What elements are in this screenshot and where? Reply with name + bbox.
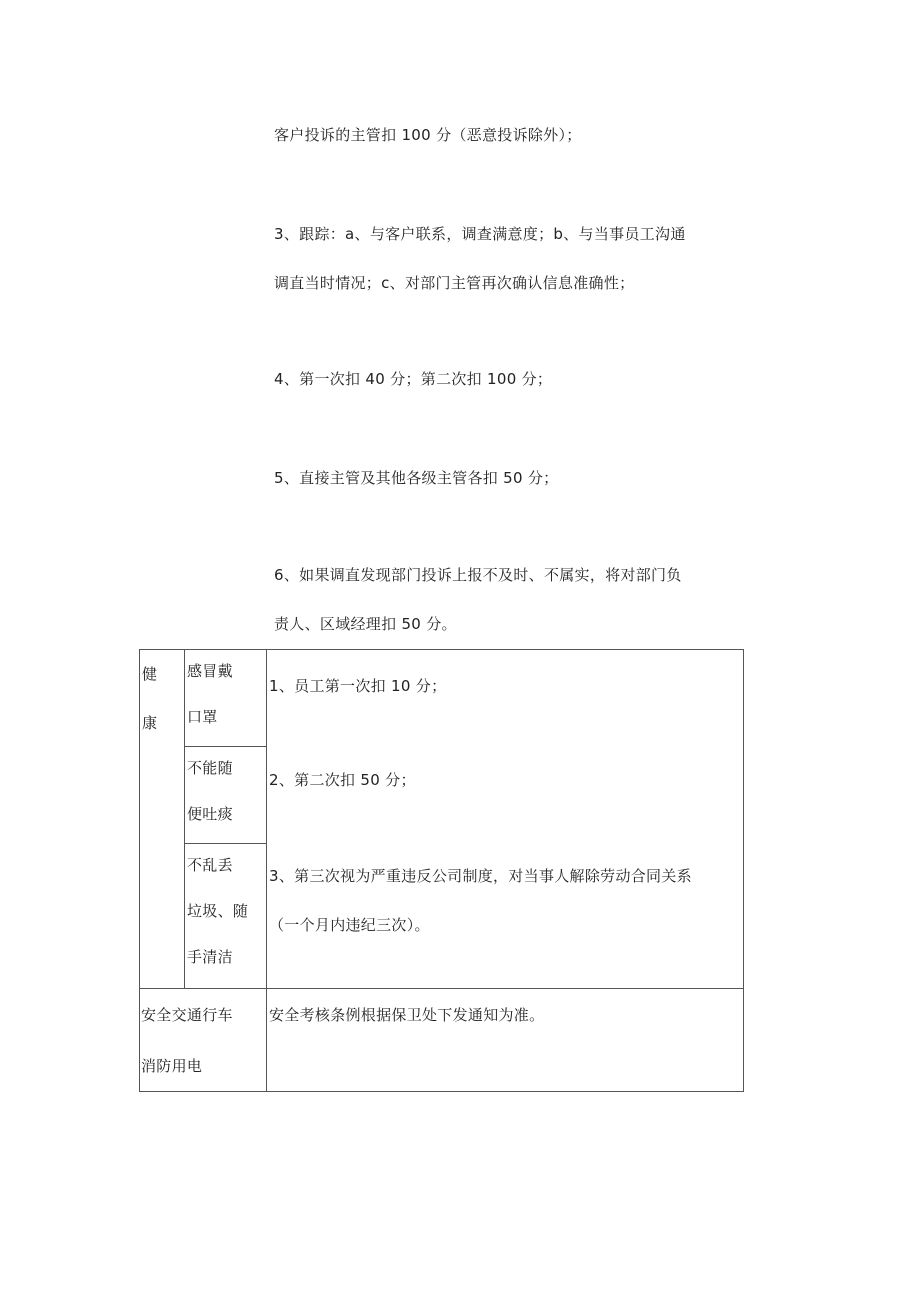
category-label: 消防用电	[141, 1057, 203, 1075]
paragraph-line: 调直当时情况；c、对部门主管再次确认信息准确性；	[274, 274, 635, 292]
item-label: 感冒戴	[187, 662, 233, 680]
item-label: 不能随	[187, 759, 233, 777]
rule-line: 2、第二次扣 50 分；	[269, 771, 416, 789]
paragraph-line: 3、跟踪：a、与客户联系，调查满意度；b、与当事员工沟通	[274, 225, 686, 243]
item-label: 便吐痰	[187, 805, 233, 823]
item-cell-litter	[185, 844, 267, 989]
paragraph-report-deduction	[274, 551, 744, 649]
category-label: 康	[142, 714, 158, 732]
paragraph-line: 6、如果调直发现部门投诉上报不及时、不属实，将对部门负	[274, 566, 682, 584]
paragraph-manager-deduction	[274, 454, 744, 503]
item-cell-spitting	[185, 747, 267, 844]
paragraph-text: 4、第一次扣 40 分；第二次扣 100 分；	[274, 370, 553, 388]
category-label: 健	[142, 665, 158, 683]
rule-line: 1、员工第一次扣 10 分；	[269, 677, 447, 695]
item-cell-mask	[185, 650, 267, 747]
paragraph-text: 5、直接主管及其他各级主管各扣 50 分；	[274, 469, 559, 487]
category-cell-health	[140, 650, 185, 989]
paragraph-line: 责人、区域经理扣 50 分。	[274, 615, 457, 633]
paragraph-supervisor-deduction	[274, 111, 744, 160]
rules-table	[139, 649, 744, 1092]
item-label: 垃圾、随	[187, 902, 249, 920]
item-label: 手清洁	[187, 948, 233, 966]
category-cell-safety	[140, 989, 267, 1092]
paragraph-follow-up	[274, 210, 744, 308]
rule-line-3	[269, 852, 739, 950]
table-row	[140, 650, 744, 747]
category-label: 安全交通行车	[141, 1006, 233, 1024]
rule-line-text: 3、第三次视为严重违反公司制度，对当事人解除劳动合同关系	[269, 867, 692, 885]
paragraph-text: 客户投诉的主管扣 100 分（恶意投诉除外）；	[274, 126, 582, 144]
rule-cell-health	[267, 650, 744, 989]
table-row	[140, 989, 744, 1092]
item-label: 不乱丢	[187, 856, 233, 874]
paragraph-deduction-count	[274, 355, 744, 404]
item-label: 口罩	[187, 708, 218, 726]
rule-line: 安全考核条例根据保卫处下发通知为准。	[269, 1006, 545, 1024]
rule-cell-safety	[267, 989, 744, 1092]
rule-line-text: （一个月内违纪三次）。	[269, 916, 430, 934]
